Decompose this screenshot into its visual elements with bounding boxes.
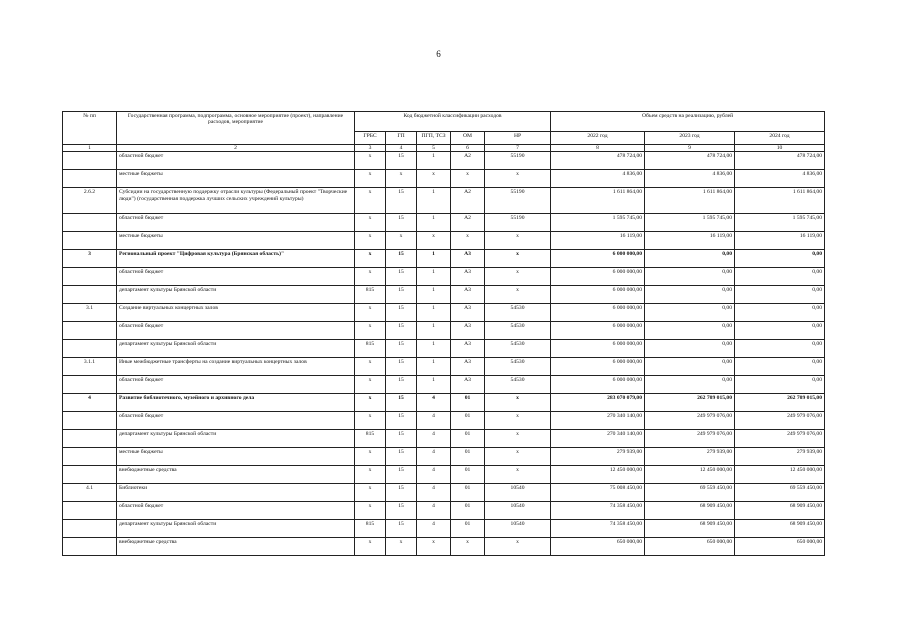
cell-amount-2023: 0,00	[645, 286, 735, 304]
cell-om: A3	[451, 268, 485, 286]
cell-grbs: x	[355, 502, 386, 520]
table-row	[63, 430, 825, 448]
cell-name: местные бюджеты	[117, 448, 355, 466]
cell-pgp: 1	[417, 152, 451, 170]
cell-amount-2024: 0,00	[735, 304, 825, 322]
cell-no: 4.1	[63, 484, 117, 502]
cell-name: областной бюджет	[117, 152, 355, 170]
cell-amount-2022: 74 358 450,00	[551, 502, 645, 520]
table-row	[63, 394, 825, 412]
cell-amount-2022: 6 000 000,00	[551, 358, 645, 376]
cell-pgp: 1	[417, 268, 451, 286]
table-row	[63, 322, 825, 340]
cell-pgp: 1	[417, 304, 451, 322]
table-row	[63, 188, 825, 214]
cell-amount-2024: 4 836,00	[735, 170, 825, 188]
cell-no	[63, 268, 117, 286]
cell-om: A3	[451, 250, 485, 268]
cell-amount-2023: 249 979 076,00	[645, 412, 735, 430]
column-number: 3	[355, 145, 386, 152]
cell-no	[63, 430, 117, 448]
cell-gp: x	[386, 538, 417, 556]
cell-amount-2022: 6 000 000,00	[551, 340, 645, 358]
table-row	[63, 232, 825, 250]
header-grbs: ГРБС	[355, 132, 386, 145]
column-number: 4	[386, 145, 417, 152]
cell-amount-2022: 75 008 450,00	[551, 484, 645, 502]
cell-pgp: 4	[417, 502, 451, 520]
cell-gp: 15	[386, 322, 417, 340]
cell-amount-2024: 262 709 015,00	[735, 394, 825, 412]
cell-amount-2024: 12 450 000,00	[735, 466, 825, 484]
cell-amount-2022: 283 070 079,00	[551, 394, 645, 412]
cell-amount-2024: 0,00	[735, 286, 825, 304]
table-row	[63, 268, 825, 286]
header-no: № пп	[63, 112, 117, 145]
cell-amount-2022: 6 000 000,00	[551, 268, 645, 286]
column-number: 10	[735, 145, 825, 152]
cell-nr: x	[485, 466, 551, 484]
cell-grbs: x	[355, 484, 386, 502]
cell-amount-2024: 650 000,00	[735, 538, 825, 556]
cell-amount-2024: 0,00	[735, 268, 825, 286]
cell-om: x	[451, 232, 485, 250]
table-row	[63, 152, 825, 170]
cell-amount-2022: 12 450 000,00	[551, 466, 645, 484]
cell-no	[63, 538, 117, 556]
column-number: 5	[417, 145, 451, 152]
cell-grbs: x	[355, 538, 386, 556]
cell-amount-2023: 68 909 450,00	[645, 502, 735, 520]
cell-pgp: x	[417, 170, 451, 188]
column-number: 8	[551, 145, 645, 152]
table-row	[63, 214, 825, 232]
column-number: 1	[63, 145, 117, 152]
cell-amount-2024: 1 595 745,00	[735, 214, 825, 232]
cell-no: 4	[63, 394, 117, 412]
cell-amount-2023: 0,00	[645, 250, 735, 268]
cell-pgp: 1	[417, 214, 451, 232]
cell-amount-2022: 1 611 864,00	[551, 188, 645, 214]
cell-amount-2023: 16 119,00	[645, 232, 735, 250]
cell-amount-2023: 0,00	[645, 268, 735, 286]
cell-grbs: x	[355, 322, 386, 340]
cell-gp: 15	[386, 502, 417, 520]
cell-no: 3	[63, 250, 117, 268]
cell-om: A3	[451, 286, 485, 304]
cell-pgp: 1	[417, 250, 451, 268]
cell-amount-2022: 4 836,00	[551, 170, 645, 188]
header-year-2023: 2023 год	[645, 132, 735, 145]
cell-grbs: x	[355, 412, 386, 430]
table-row	[63, 340, 825, 358]
cell-gp: 15	[386, 412, 417, 430]
cell-nr: 54530	[485, 304, 551, 322]
cell-nr: x	[485, 232, 551, 250]
header-year-2024: 2024 год	[735, 132, 825, 145]
cell-amount-2024: 478 724,00	[735, 152, 825, 170]
cell-amount-2022: 6 000 000,00	[551, 376, 645, 394]
cell-amount-2023: 12 450 000,00	[645, 466, 735, 484]
column-number: 6	[451, 145, 485, 152]
cell-gp: 15	[386, 358, 417, 376]
cell-amount-2023: 0,00	[645, 340, 735, 358]
cell-nr: x	[485, 538, 551, 556]
cell-no: 3.1.1	[63, 358, 117, 376]
header-year-2022: 2022 год	[551, 132, 645, 145]
cell-amount-2022: 478 724,00	[551, 152, 645, 170]
table-row	[63, 448, 825, 466]
cell-amount-2023: 68 909 450,00	[645, 520, 735, 538]
cell-pgp: 1	[417, 286, 451, 304]
cell-amount-2024: 0,00	[735, 358, 825, 376]
cell-gp: 15	[386, 340, 417, 358]
cell-nr: x	[485, 412, 551, 430]
header-gp: ГП	[386, 132, 417, 145]
cell-amount-2024: 249 979 076,00	[735, 412, 825, 430]
cell-nr: 55190	[485, 214, 551, 232]
cell-pgp: 1	[417, 188, 451, 214]
cell-gp: 15	[386, 520, 417, 538]
header-code-group: Код бюджетной классификации расходов	[355, 112, 551, 132]
cell-no	[63, 232, 117, 250]
cell-no	[63, 502, 117, 520]
cell-nr: 54530	[485, 376, 551, 394]
cell-no: 2.6.2	[63, 188, 117, 214]
cell-amount-2022: 650 000,00	[551, 538, 645, 556]
cell-gp: 15	[386, 466, 417, 484]
cell-pgp: 1	[417, 358, 451, 376]
cell-amount-2022: 6 000 000,00	[551, 322, 645, 340]
table-row	[63, 286, 825, 304]
table-row	[63, 502, 825, 520]
cell-amount-2024: 0,00	[735, 322, 825, 340]
cell-nr: 10540	[485, 484, 551, 502]
cell-om: A3	[451, 322, 485, 340]
cell-no	[63, 466, 117, 484]
cell-gp: 15	[386, 304, 417, 322]
cell-nr: 54530	[485, 358, 551, 376]
cell-pgp: 4	[417, 466, 451, 484]
cell-amount-2023: 0,00	[645, 376, 735, 394]
table-row	[63, 250, 825, 268]
cell-amount-2024: 68 909 450,00	[735, 520, 825, 538]
table-row	[63, 376, 825, 394]
cell-amount-2023: 4 836,00	[645, 170, 735, 188]
cell-pgp: 1	[417, 340, 451, 358]
cell-no	[63, 286, 117, 304]
cell-om: A2	[451, 188, 485, 214]
cell-nr: 54530	[485, 322, 551, 340]
cell-name: внебюджетные средства	[117, 466, 355, 484]
cell-amount-2022: 6 000 000,00	[551, 250, 645, 268]
cell-no	[63, 520, 117, 538]
cell-gp: 15	[386, 376, 417, 394]
cell-om: 01	[451, 484, 485, 502]
header-om: ОМ	[451, 132, 485, 145]
cell-name: внебюджетные средства	[117, 538, 355, 556]
cell-grbs: 815	[355, 430, 386, 448]
cell-om: A2	[451, 214, 485, 232]
cell-amount-2023: 650 000,00	[645, 538, 735, 556]
cell-grbs: 815	[355, 520, 386, 538]
table-body	[63, 152, 825, 556]
table-row	[63, 170, 825, 188]
cell-grbs: x	[355, 188, 386, 214]
cell-no	[63, 376, 117, 394]
cell-name: департамент культуры Брянской области	[117, 340, 355, 358]
cell-pgp: 4	[417, 394, 451, 412]
cell-gp: x	[386, 170, 417, 188]
cell-grbs: x	[355, 170, 386, 188]
budget-table	[62, 111, 825, 556]
cell-gp: x	[386, 232, 417, 250]
cell-amount-2022: 1 595 745,00	[551, 214, 645, 232]
cell-nr: 10540	[485, 520, 551, 538]
cell-gp: 15	[386, 152, 417, 170]
cell-no	[63, 170, 117, 188]
cell-nr: x	[485, 250, 551, 268]
column-number-row	[63, 145, 825, 152]
column-number: 2	[117, 145, 355, 152]
cell-amount-2023: 0,00	[645, 322, 735, 340]
cell-pgp: 4	[417, 448, 451, 466]
cell-amount-2023: 69 559 450,00	[645, 484, 735, 502]
cell-nr: x	[485, 448, 551, 466]
cell-amount-2024: 69 559 450,00	[735, 484, 825, 502]
cell-name: областной бюджет	[117, 214, 355, 232]
cell-grbs: x	[355, 268, 386, 286]
cell-gp: 15	[386, 214, 417, 232]
cell-pgp: 4	[417, 520, 451, 538]
cell-pgp: 4	[417, 484, 451, 502]
cell-nr: 55190	[485, 152, 551, 170]
cell-name: департамент культуры Брянской области	[117, 520, 355, 538]
cell-pgp: 1	[417, 376, 451, 394]
cell-name: департамент культуры Брянской области	[117, 430, 355, 448]
cell-om: 01	[451, 502, 485, 520]
cell-om: A3	[451, 304, 485, 322]
cell-name: Библиотеки	[117, 484, 355, 502]
cell-amount-2022: 270 340 140,00	[551, 412, 645, 430]
cell-name: областной бюджет	[117, 502, 355, 520]
cell-no: 3.1	[63, 304, 117, 322]
cell-amount-2023: 0,00	[645, 358, 735, 376]
cell-om: A3	[451, 376, 485, 394]
table-row	[63, 466, 825, 484]
table-row	[63, 538, 825, 556]
cell-nr: 54530	[485, 340, 551, 358]
cell-om: A3	[451, 358, 485, 376]
cell-gp: 15	[386, 268, 417, 286]
cell-amount-2024: 279 939,00	[735, 448, 825, 466]
cell-amount-2022: 16 119,00	[551, 232, 645, 250]
cell-name: департамент культуры Брянской области	[117, 286, 355, 304]
cell-grbs: x	[355, 250, 386, 268]
cell-grbs: x	[355, 448, 386, 466]
cell-amount-2023: 1 595 745,00	[645, 214, 735, 232]
cell-gp: 15	[386, 188, 417, 214]
cell-name: областной бюджет	[117, 376, 355, 394]
cell-grbs: 815	[355, 340, 386, 358]
cell-name: областной бюджет	[117, 322, 355, 340]
cell-no	[63, 152, 117, 170]
cell-no	[63, 322, 117, 340]
cell-name: Иные межбюджетные трансферты на создание виртуальных концертных залов	[117, 358, 355, 376]
cell-amount-2023: 249 979 076,00	[645, 430, 735, 448]
cell-nr: x	[485, 170, 551, 188]
cell-om: 01	[451, 394, 485, 412]
cell-pgp: 1	[417, 322, 451, 340]
column-number: 7	[485, 145, 551, 152]
cell-amount-2023: 0,00	[645, 304, 735, 322]
cell-amount-2022: 6 000 000,00	[551, 286, 645, 304]
cell-amount-2023: 1 611 864,00	[645, 188, 735, 214]
cell-om: 01	[451, 520, 485, 538]
cell-om: 01	[451, 412, 485, 430]
cell-amount-2024: 0,00	[735, 340, 825, 358]
table-row	[63, 484, 825, 502]
cell-nr: x	[485, 268, 551, 286]
cell-grbs: x	[355, 152, 386, 170]
cell-name: Субсидии на государственную поддержку отрасли культуры (Федеральный проект "Творческие люди") (государственная поддержка лучших сельских учреждений культуры)	[117, 188, 355, 214]
cell-om: A3	[451, 340, 485, 358]
table-row	[63, 304, 825, 322]
table-header	[63, 112, 825, 152]
cell-no	[63, 340, 117, 358]
table-row	[63, 358, 825, 376]
cell-no	[63, 448, 117, 466]
cell-no	[63, 412, 117, 430]
cell-amount-2024: 68 909 450,00	[735, 502, 825, 520]
table-row	[63, 520, 825, 538]
cell-grbs: 815	[355, 286, 386, 304]
cell-amount-2023: 262 709 015,00	[645, 394, 735, 412]
cell-amount-2024: 0,00	[735, 376, 825, 394]
cell-gp: 15	[386, 448, 417, 466]
table-row	[63, 412, 825, 430]
cell-pgp: x	[417, 538, 451, 556]
cell-gp: 15	[386, 484, 417, 502]
cell-name: областной бюджет	[117, 412, 355, 430]
cell-pgp: 4	[417, 412, 451, 430]
cell-amount-2024: 1 611 864,00	[735, 188, 825, 214]
cell-name: областной бюджет	[117, 268, 355, 286]
cell-grbs: x	[355, 358, 386, 376]
cell-name: Региональный проект "Цифровая культура (Брянская область)"	[117, 250, 355, 268]
cell-gp: 15	[386, 430, 417, 448]
cell-amount-2023: 478 724,00	[645, 152, 735, 170]
cell-amount-2024: 0,00	[735, 250, 825, 268]
cell-grbs: x	[355, 466, 386, 484]
cell-nr: x	[485, 430, 551, 448]
cell-pgp: x	[417, 232, 451, 250]
cell-nr: x	[485, 394, 551, 412]
header-name: Государственная программа, подпрограмма, основное мероприятие (проект), направление расходов, мероприятие	[117, 112, 355, 145]
cell-om: 01	[451, 448, 485, 466]
cell-om: A2	[451, 152, 485, 170]
cell-gp: 15	[386, 250, 417, 268]
cell-nr: 55190	[485, 188, 551, 214]
cell-grbs: x	[355, 394, 386, 412]
cell-name: Развитие библиотечного, музейного и архивного дела	[117, 394, 355, 412]
cell-amount-2022: 74 358 450,00	[551, 520, 645, 538]
cell-nr: x	[485, 286, 551, 304]
column-number: 9	[645, 145, 735, 152]
cell-amount-2022: 279 939,00	[551, 448, 645, 466]
cell-no	[63, 214, 117, 232]
cell-grbs: x	[355, 304, 386, 322]
cell-amount-2024: 16 119,00	[735, 232, 825, 250]
cell-om: x	[451, 170, 485, 188]
cell-grbs: x	[355, 376, 386, 394]
cell-gp: 15	[386, 394, 417, 412]
header-nr: НР	[485, 132, 551, 145]
cell-om: 01	[451, 466, 485, 484]
cell-name: местные бюджеты	[117, 170, 355, 188]
header-amount-group: Объем средств на реализацию, рублей	[551, 112, 825, 132]
cell-name: местные бюджеты	[117, 232, 355, 250]
cell-om: x	[451, 538, 485, 556]
cell-nr: 10540	[485, 502, 551, 520]
cell-amount-2024: 249 979 076,00	[735, 430, 825, 448]
cell-amount-2023: 279 939,00	[645, 448, 735, 466]
cell-name: Создание виртуальных концертных залов	[117, 304, 355, 322]
header-pgp: ПГП, ТСЗ	[417, 132, 451, 145]
cell-pgp: 4	[417, 430, 451, 448]
cell-grbs: x	[355, 232, 386, 250]
cell-amount-2022: 270 340 140,00	[551, 430, 645, 448]
cell-grbs: x	[355, 214, 386, 232]
cell-om: 01	[451, 430, 485, 448]
cell-amount-2022: 6 000 000,00	[551, 304, 645, 322]
cell-gp: 15	[386, 286, 417, 304]
page-number: 6	[436, 49, 441, 59]
